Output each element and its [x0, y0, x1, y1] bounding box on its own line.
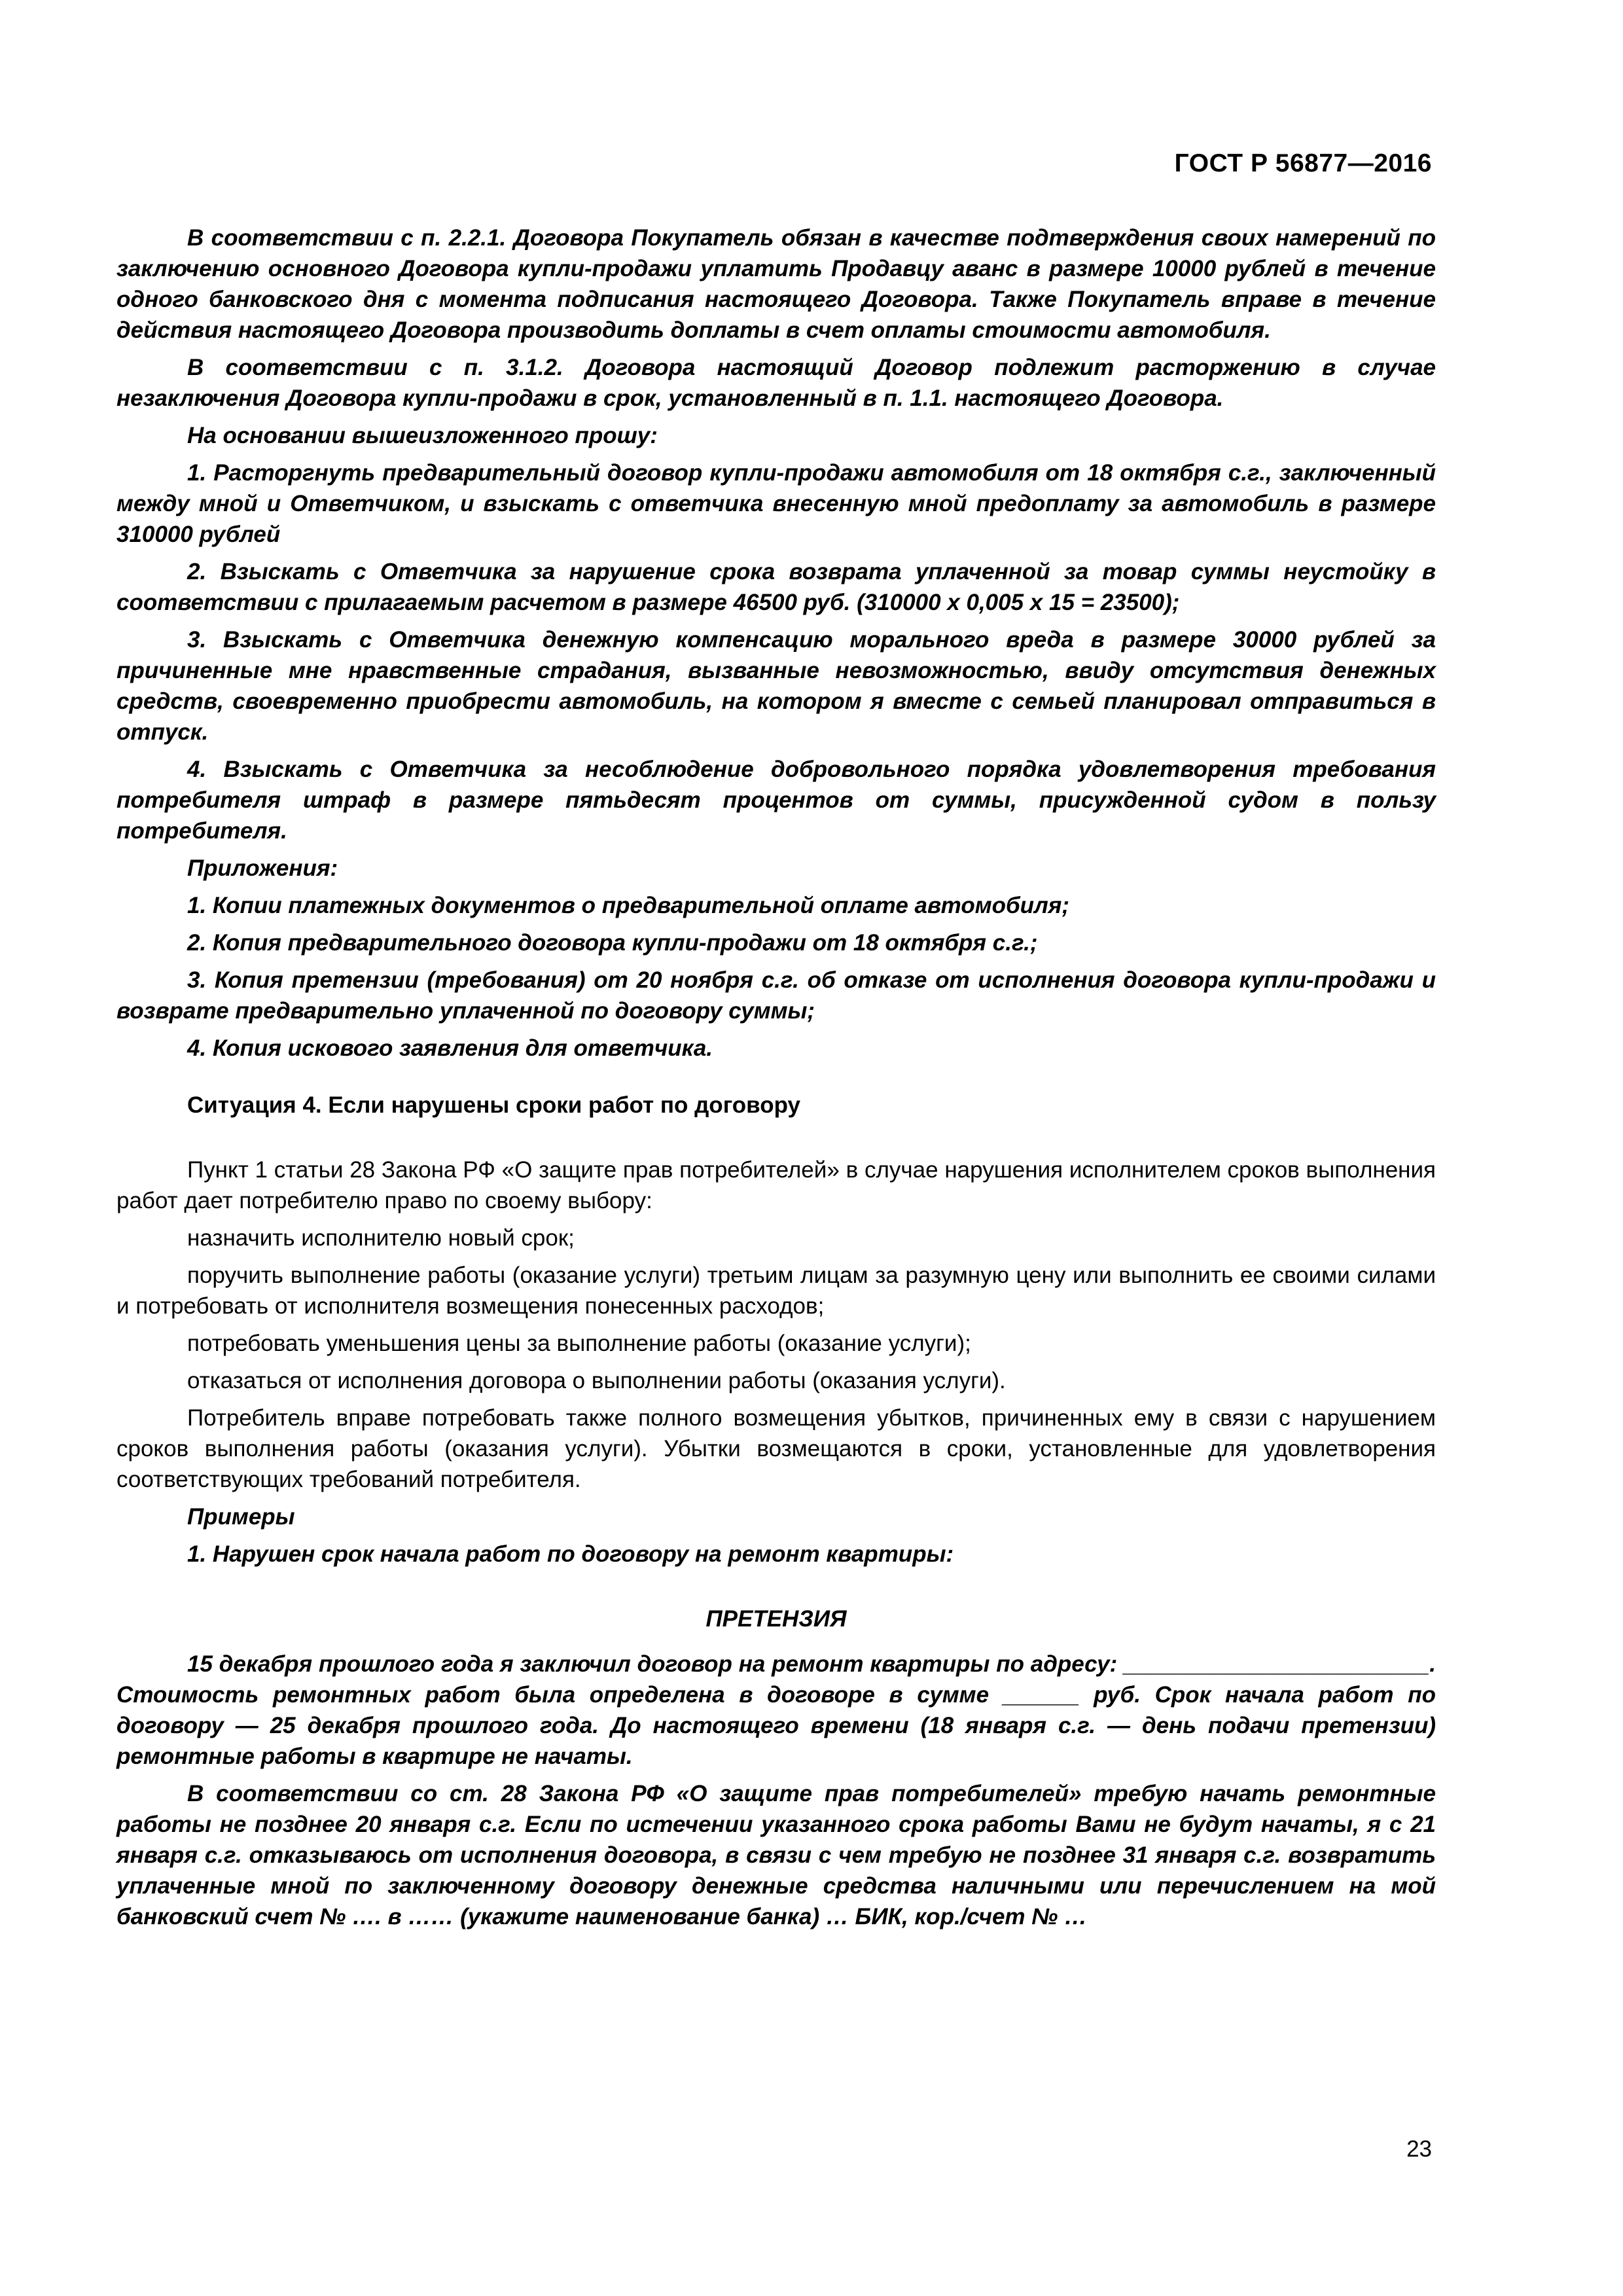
body-paragraph: отказаться от исполнения договора о выполнении работы (оказания услуги). [187, 1368, 1006, 1393]
claim-request-item: 4. Взыскать с Ответчика за несоблюдение добровольного порядка удовлетворения требования потребителя штраф в размере пятьдесят процентов от суммы, присужденной судом в пользу потребителя. [116, 757, 1436, 844]
claim-request-item: 2. Взыскать с Ответчика за нарушение срока возврата уплаченной за товар суммы неустойку в соответствии с прилагаемым расчетом в размере 46500 руб. (310000 х 0,005 х 15 = 23500); [116, 559, 1436, 615]
claim-paragraph: В соответствии с п. 3.1.2. Договора настоящий Договор подлежит расторжению в случае незаключения Договора купли-продажи в срок, установленный в п. 1.1. настоящего Договора. [116, 355, 1436, 411]
claim-title: ПРЕТЕНЗИЯ [705, 1606, 847, 1632]
claim-paragraph: На основании вышеизложенного прошу: [187, 423, 658, 448]
page-number: 23 [1406, 2136, 1432, 2162]
document-header: ГОСТ Р 56877—2016 [1174, 149, 1432, 177]
claim-paragraph: В соответствии со ст. 28 Закона РФ «О защите прав потребителей» требую начать ремонтные работы не позднее 20 января с.г. Если по истечении указанного срока работы Вами не будут начаты, я с 21 января с.г. отказываюсь от исполнения договора, в связи с чем требую не позднее 31 января с.г. возвратить уплаченные мной по заключенному договору денежные средства наличными или перечислением на мой банковский счет № …. в …… (укажите наименование банка) … БИК, кор./счет № … [116, 1781, 1436, 1929]
attachment-item: 2. Копия предварительного договора купли-продажи от 18 октября с.г.; [187, 930, 1038, 956]
example-item: 1. Нарушен срок начала работ по договору на ремонт квартиры: [187, 1541, 954, 1567]
body-paragraph: потребовать уменьшения цены за выполнение работы (оказание услуги); [187, 1331, 971, 1356]
attachment-item: 4. Копия искового заявления для ответчика. [187, 1035, 713, 1061]
examples-label: Примеры [187, 1504, 295, 1530]
attachments-label: Приложения: [187, 855, 338, 881]
body-paragraph: Потребитель вправе потребовать также полного возмещения убытков, причиненных ему в связи с нарушением сроков выполнения работы (оказания услуги). Убытки возмещаются в сроки, установленные для удовлетворения соответствующих требований потребителя. [116, 1405, 1436, 1492]
claim-paragraph: В соответствии с п. 2.2.1. Договора Покупатель обязан в качестве подтверждения своих намерений по заключению основного Договора купли-продажи уплатить Продавцу аванс в размере 10000 рублей в течение одного банковского дня с момента подписания настоящего Договора. Также Покупатель вправе в течение действия настоящего Договора производить доплаты в счет оплаты стоимости автомобиля. [116, 225, 1436, 343]
body-paragraph: Пункт 1 статьи 28 Закона РФ «О защите прав потребителей» в случае нарушения исполнителем сроков выполнения работ дает потребителю право по своему выбору: [116, 1157, 1436, 1213]
claim-request-item: 3. Взыскать с Ответчика денежную компенсацию морального вреда в размере 30000 рублей за причиненные мне нравственные страдания, вызванные невозможностью, ввиду отсутствия денежных средств, своевременно приобрести автомобиль, на котором я вместе с семьей планировал отправиться в отпуск. [116, 627, 1436, 745]
attachment-item: 1. Копии платежных документов о предварительной оплате автомобиля; [187, 893, 1070, 918]
section-title: Ситуация 4. Если нарушены сроки работ по договору [187, 1092, 801, 1118]
claim-paragraph: 15 декабря прошлого года я заключил договор на ремонт квартиры по адресу: ________________________. Стоимость ремонтных работ была определена в договоре в сумме ______ руб. Срок начала работ по договору — 25 декабря прошлого года. До настоящего времени (18 января с.г. — день подачи претензии) ремонтные работы в квартире не начаты. [116, 1651, 1436, 1769]
page-content [116, 223, 1436, 1939]
attachment-item: 3. Копия претензии (требования) от 20 ноября с.г. об отказе от исполнения договора купли-продажи и возврате предварительно уплаченной по договору суммы; [116, 967, 1436, 1024]
body-paragraph: поручить выполнение работы (оказание услуги) третьим лицам за разумную цену или выполнить ее своими силами и потребовать от исполнителя возмещения понесенных расходов; [116, 1263, 1436, 1319]
body-paragraph: назначить исполнителю новый срок; [187, 1225, 575, 1251]
claim-request-item: 1. Расторгнуть предварительный договор купли-продажи автомобиля от 18 октября с.г., заключенный между мной и Ответчиком, и взыскать с ответчика внесенную мной предоплату за автомобиль в размере 310000 рублей [116, 460, 1436, 547]
